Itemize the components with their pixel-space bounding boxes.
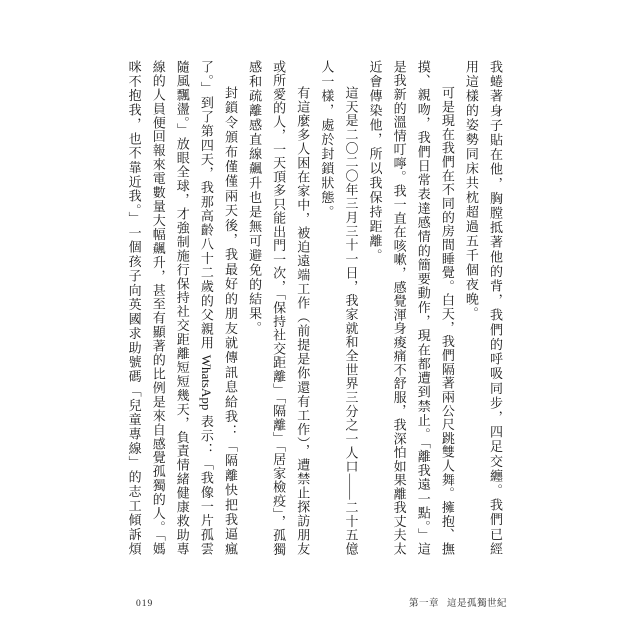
chapter-title: 這是孤獨世紀 xyxy=(446,599,507,609)
text-line: 咪不抱我，也不靠近我。」一個孩子向英國求助號碼「兒童專線」的志工傾訴煩 xyxy=(126,60,142,555)
text-line: 封鎖令頒布僅僅兩天後，我最好的朋友就傳訊息給我：「隔離快把我逼瘋 xyxy=(222,86,238,555)
text-line: 隨風飄盪。」放眼全球，才強制施行保持社交距離短短幾天，負責情緒健康救助專 xyxy=(174,60,190,555)
text-line: 有這麼多人困在家中，被迫遠端工作（前提是你還有工作），遭禁止探訪朋友 xyxy=(295,86,311,555)
text-line: 或所愛的人，一天頂多只能出門一次，「保持社交距離」「隔離」「居家檢疫」，孤獨 xyxy=(271,60,287,555)
text-line: 用這樣的姿勢同床共枕超過五千個夜晚。 xyxy=(463,60,479,321)
paragraph xyxy=(459,60,507,555)
text-line: 感和疏離感直線飆升也是無可避免的結果。 xyxy=(247,60,263,336)
paragraph xyxy=(362,60,458,555)
chapter-label: 第一章 xyxy=(408,599,439,609)
paragraph xyxy=(122,60,242,555)
text-line: 這天是二〇二〇年三月三十一日，我家就和全世界三分之一人口——二十五億 xyxy=(343,86,359,555)
text-line: 了。」到了第四天，我那高齡八十二歲的父親用 WhatsApp 表示：「我像一片孤雲 xyxy=(198,60,214,555)
text-line: 摸、親吻，我們日常表達感情的簡要動作，現在都遭到禁止。「離我遠一點。」這 xyxy=(415,60,431,555)
text-line: 可是現在我們在不同的房間睡覺。白天，我們隔著兩公尺跳雙人舞。擁抱、撫 xyxy=(439,86,455,555)
text-body xyxy=(122,60,508,555)
page-number: 019 xyxy=(136,599,154,609)
paragraph xyxy=(314,60,362,555)
text-line: 人一樣，處於封鎖狀態。 xyxy=(319,60,335,220)
paragraph xyxy=(242,60,314,555)
text-line: 線的人員便回報來電數量大幅飆升，甚至有顯著的比例是來自感覺孤獨的人。「媽 xyxy=(150,60,166,555)
text-line: 我蜷著身子貼在他，胸膛抵著他的背，我們的呼吸同步，四足交纏。我們已經 xyxy=(488,60,503,555)
text-line: 是我新的溫情叮嚀。我一直在咳嗽，感覺渾身痠痛不舒服，我深怕如果離我丈夫太 xyxy=(391,60,407,555)
text-line: 近會傳染他，所以我保持距離。 xyxy=(367,60,383,263)
running-head xyxy=(409,598,507,610)
